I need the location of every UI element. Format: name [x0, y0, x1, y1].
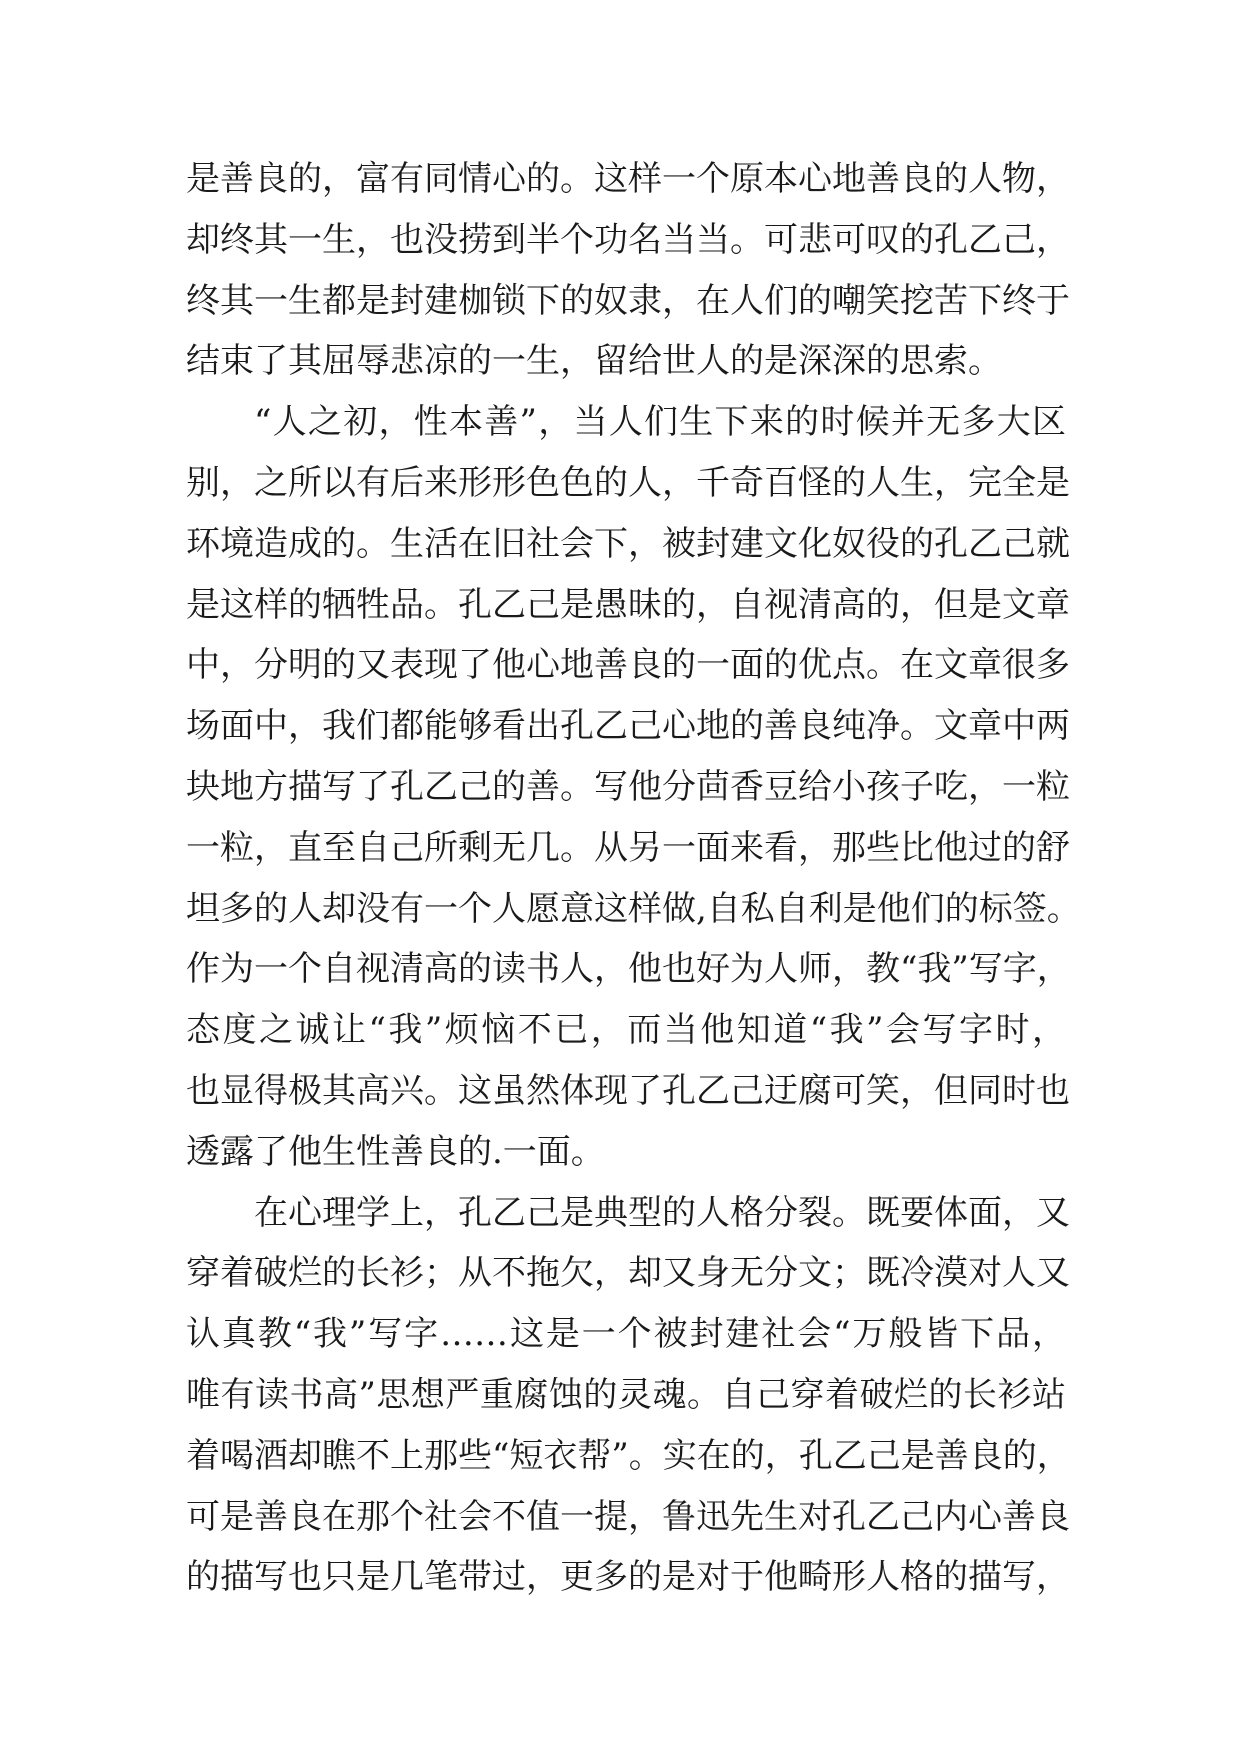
- text-line: 唯有读书高”思想严重腐蚀的灵魂。自己穿着破烂的长衫站: [186, 1374, 1066, 1415]
- text-line: 也显得极其高兴。这虽然体现了孔乙己迂腐可笑，但同时也: [186, 1070, 1070, 1111]
- text-line: 是这样的牺牲品。孔乙己是愚昧的，自视清高的，但是文章: [186, 584, 1070, 625]
- text-line: 场面中，我们都能够看出孔乙己心地的善良纯净。文章中两: [186, 706, 1070, 747]
- text-line: 中，分明的又表现了他心地善良的一面的优点。在文章很多: [186, 645, 1070, 686]
- text-line: 作为一个自视清高的读书人，他也好为人师，教“我”写字，: [186, 949, 1071, 990]
- text-line: 是善良的，富有同情心的。这样一个原本心地善良的人物，: [186, 159, 1070, 199]
- text-line: 一粒，直至自己所剩无几。从另一面来看，那些比他过的舒: [186, 827, 1070, 868]
- text-line: 着喝酒却瞧不上那些“短衣帮”。实在的，孔乙己是善良的，: [186, 1435, 1071, 1476]
- paragraph-3: [186, 1183, 1071, 1609]
- text-line: 终其一生都是封建枷锁下的奴隶，在人们的嘲笑挖苦下终于: [186, 280, 1070, 321]
- text-line: 穿着破烂的长衫；从不拖欠，却又身无分文；既冷漠对人又: [186, 1253, 1070, 1294]
- text-line: 坦多的人却没有一个人愿意这样做,自私自利是他们的标签。: [186, 888, 1081, 929]
- text-line: 的描写也只是几笔带过，更多的是对于他畸形人格的描写，: [186, 1557, 1070, 1598]
- text-line: 透露了他生性善良的.一面。: [186, 1131, 605, 1172]
- text-line: 别，之所以有后来形形色色的人，千奇百怪的人生，完全是: [186, 462, 1070, 503]
- text-line: 却终其一生，也没捞到半个功名当当。可悲可叹的孔乙己，: [186, 219, 1070, 260]
- paragraph-2: [186, 392, 1081, 1182]
- text-line: 认真教“我”写字……这是一个被封建社会“万般皆下品，: [186, 1314, 1066, 1355]
- text-line: 块地方描写了孔乙己的善。写他分茴香豆给小孩子吃，一粒: [186, 766, 1070, 807]
- paragraph-1: [186, 149, 1070, 392]
- text-line: “人之初，性本善”，当人们生下来的时候并无多大区: [254, 402, 1066, 443]
- text-line: 可是善良在那个社会不值一提，鲁迅先生对孔乙己内心善良: [186, 1496, 1070, 1537]
- text-line: 态度之诚让“我”烦恼不已，而当他知道“我”会写字时，: [186, 1010, 1066, 1051]
- text-line: 在心理学上，孔乙己是典型的人格分裂。既要体面，又: [254, 1192, 1070, 1233]
- text-line: 结束了其屈辱悲凉的一生，留给世人的是深深的思索。: [186, 341, 1002, 382]
- text-line: 环境造成的。生活在旧社会下，被封建文化奴役的孔乙己就: [186, 523, 1070, 564]
- document-body: [186, 149, 1081, 1608]
